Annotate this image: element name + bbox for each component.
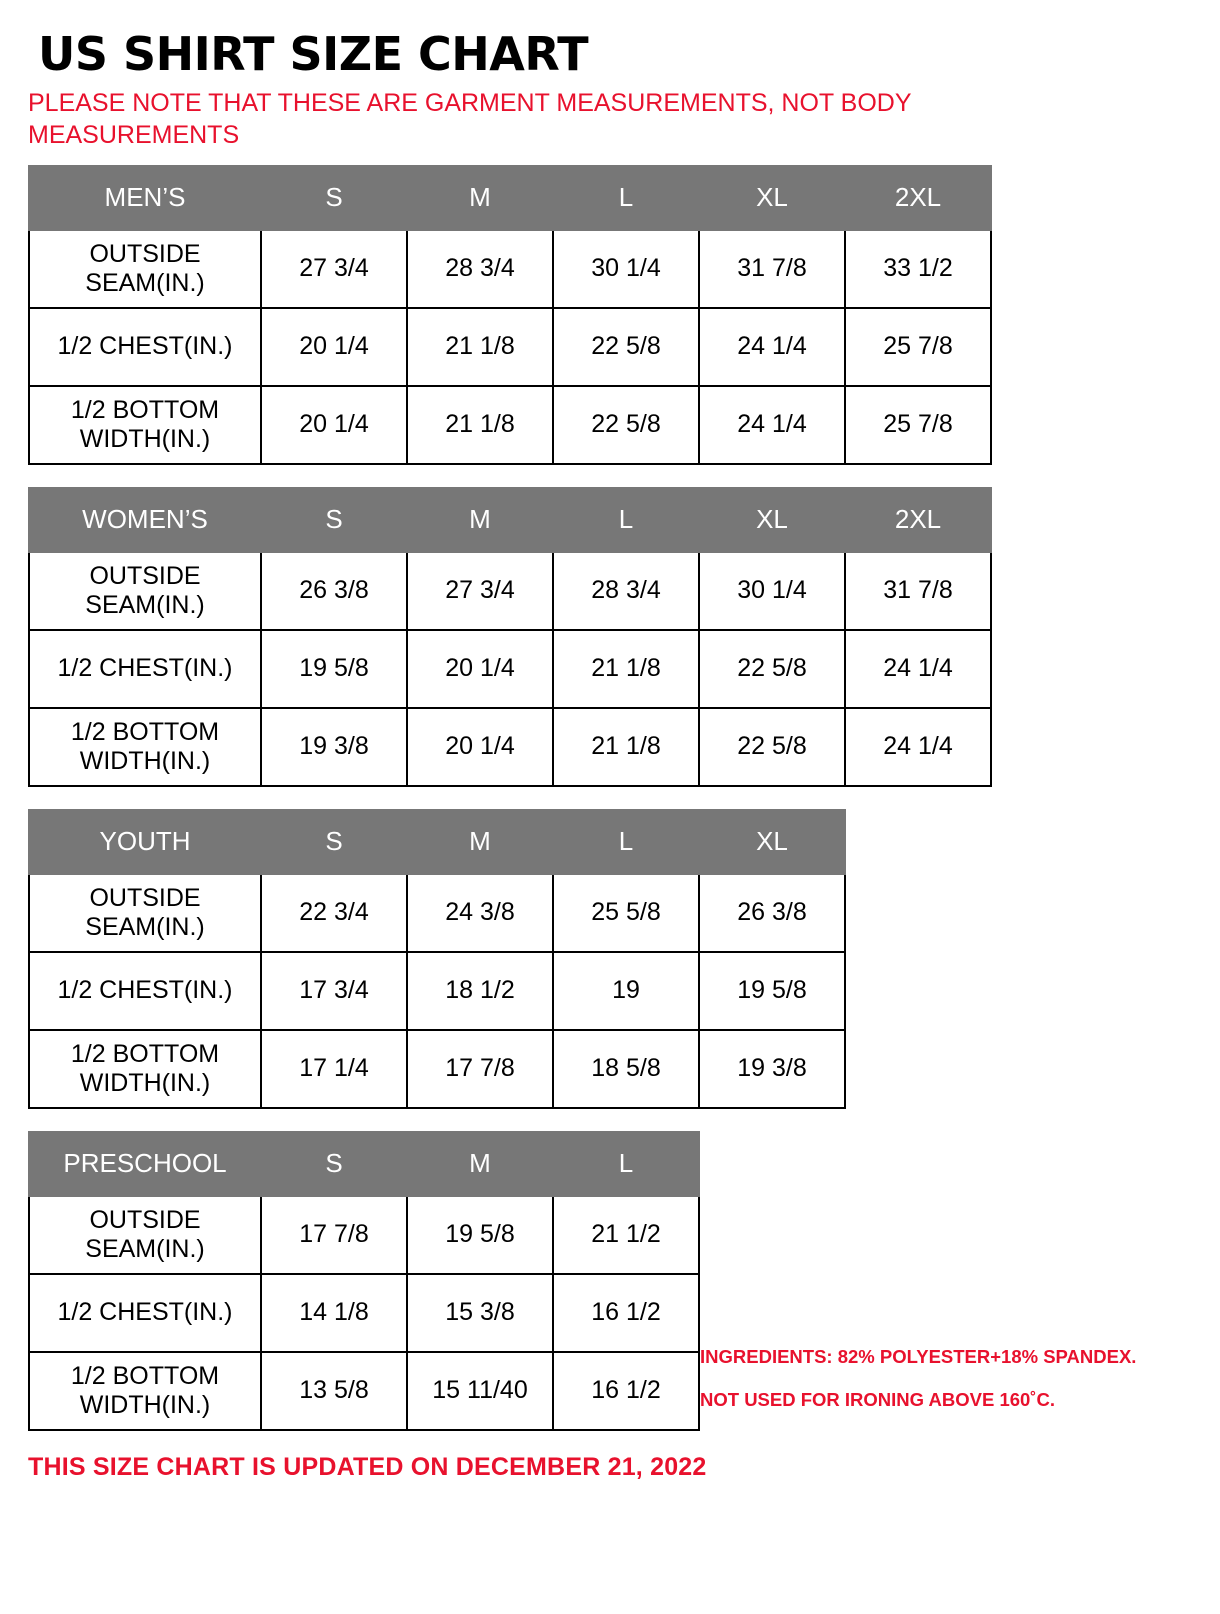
table-mens [28, 165, 992, 465]
column-header: M [407, 166, 553, 230]
cell-value: 21 1/8 [553, 630, 699, 708]
row-label: 1/2 BOTTOM WIDTH(IN.) [29, 708, 261, 786]
ingredients-line-2: NOT USED FOR IRONING ABOVE 160˚C. [700, 1388, 1055, 1410]
row-label: OUTSIDE SEAM(IN.) [29, 552, 261, 630]
column-header: 2XL [845, 488, 991, 552]
table-row [29, 552, 991, 630]
column-header: YOUTH [29, 810, 261, 874]
column-header: L [553, 166, 699, 230]
table-womens [28, 487, 992, 787]
row-label: 1/2 BOTTOM WIDTH(IN.) [29, 386, 261, 464]
cell-value: 19 5/8 [407, 1196, 553, 1274]
column-header: PRESCHOOL [29, 1132, 261, 1196]
cell-value: 27 3/4 [261, 230, 407, 308]
row-label: OUTSIDE SEAM(IN.) [29, 230, 261, 308]
cell-value: 24 1/4 [699, 386, 845, 464]
table-preschool [28, 1131, 700, 1431]
cell-value: 18 5/8 [553, 1030, 699, 1108]
cell-value: 24 1/4 [845, 630, 991, 708]
updated-date: THIS SIZE CHART IS UPDATED ON DECEMBER 21, 2022 [28, 1452, 707, 1481]
cell-value: 20 1/4 [261, 386, 407, 464]
cell-value: 18 1/2 [407, 952, 553, 1030]
cell-value: 14 1/8 [261, 1274, 407, 1352]
cell-value: 25 7/8 [845, 386, 991, 464]
ingredients-block [700, 1348, 1200, 1433]
cell-value: 21 1/8 [407, 308, 553, 386]
cell-value: 19 [553, 952, 699, 1030]
cell-value: 24 1/4 [845, 708, 991, 786]
table-row [29, 308, 991, 386]
column-header: 2XL [845, 166, 991, 230]
table-row [29, 1274, 699, 1352]
table-row [29, 1196, 699, 1274]
row-label: 1/2 BOTTOM WIDTH(IN.) [29, 1352, 261, 1430]
cell-value: 27 3/4 [407, 552, 553, 630]
row-label: OUTSIDE SEAM(IN.) [29, 874, 261, 952]
cell-value: 24 3/8 [407, 874, 553, 952]
cell-value: 26 3/8 [261, 552, 407, 630]
cell-value: 19 5/8 [699, 952, 845, 1030]
column-header: WOMEN’S [29, 488, 261, 552]
cell-value: 21 1/8 [407, 386, 553, 464]
row-label: OUTSIDE SEAM(IN.) [29, 1196, 261, 1274]
cell-value: 22 5/8 [699, 630, 845, 708]
row-label: 1/2 CHEST(IN.) [29, 308, 261, 386]
table-row [29, 1352, 699, 1430]
column-header: XL [699, 166, 845, 230]
cell-value: 17 3/4 [261, 952, 407, 1030]
cell-value: 21 1/2 [553, 1196, 699, 1274]
table-row [29, 630, 991, 708]
cell-value: 19 3/8 [261, 708, 407, 786]
table-header-row [29, 166, 991, 230]
cell-value: 31 7/8 [699, 230, 845, 308]
ingredients-line-1: INGREDIENTS: 82% POLYESTER+18% SPANDEX. [700, 1346, 1137, 1367]
row-label: 1/2 CHEST(IN.) [29, 630, 261, 708]
column-header: S [261, 488, 407, 552]
cell-value: 33 1/2 [845, 230, 991, 308]
cell-value: 21 1/8 [553, 708, 699, 786]
cell-value: 22 5/8 [553, 308, 699, 386]
table-header-row [29, 810, 845, 874]
column-header: L [553, 488, 699, 552]
cell-value: 20 1/4 [261, 308, 407, 386]
column-header: S [261, 166, 407, 230]
cell-value: 20 1/4 [407, 630, 553, 708]
table-row [29, 952, 845, 1030]
cell-value: 28 3/4 [407, 230, 553, 308]
row-label: 1/2 BOTTOM WIDTH(IN.) [29, 1030, 261, 1108]
column-header: L [553, 810, 699, 874]
column-header: M [407, 810, 553, 874]
cell-value: 20 1/4 [407, 708, 553, 786]
cell-value: 16 1/2 [553, 1274, 699, 1352]
cell-value: 17 7/8 [261, 1196, 407, 1274]
row-label: 1/2 CHEST(IN.) [29, 952, 261, 1030]
column-header: L [553, 1132, 699, 1196]
column-header: M [407, 488, 553, 552]
cell-value: 16 1/2 [553, 1352, 699, 1430]
cell-value: 19 3/8 [699, 1030, 845, 1108]
cell-value: 22 3/4 [261, 874, 407, 952]
cell-value: 19 5/8 [261, 630, 407, 708]
cell-value: 24 1/4 [699, 308, 845, 386]
cell-value: 22 5/8 [553, 386, 699, 464]
measurement-note: PLEASE NOTE THAT THESE ARE GARMENT MEASUREMENTS, NOT BODY MEASUREMENTS [28, 89, 912, 149]
cell-value: 31 7/8 [845, 552, 991, 630]
table-row [29, 874, 845, 952]
column-header: XL [699, 488, 845, 552]
row-label: 1/2 CHEST(IN.) [29, 1274, 261, 1352]
column-header: MEN’S [29, 166, 261, 230]
page-title: US SHIRT SIZE CHART [38, 27, 589, 81]
cell-value: 25 7/8 [845, 308, 991, 386]
table-row [29, 708, 991, 786]
cell-value: 28 3/4 [553, 552, 699, 630]
cell-value: 26 3/8 [699, 874, 845, 952]
table-header-row [29, 488, 991, 552]
cell-value: 25 5/8 [553, 874, 699, 952]
cell-value: 17 1/4 [261, 1030, 407, 1108]
table-header-row [29, 1132, 699, 1196]
cell-value: 30 1/4 [553, 230, 699, 308]
cell-value: 17 7/8 [407, 1030, 553, 1108]
cell-value: 22 5/8 [699, 708, 845, 786]
column-header: S [261, 1132, 407, 1196]
table-row [29, 230, 991, 308]
column-header: M [407, 1132, 553, 1196]
cell-value: 15 3/8 [407, 1274, 553, 1352]
cell-value: 13 5/8 [261, 1352, 407, 1430]
cell-value: 15 11/40 [407, 1352, 553, 1430]
column-header: S [261, 810, 407, 874]
table-row [29, 1030, 845, 1108]
table-row [29, 386, 991, 464]
column-header: XL [699, 810, 845, 874]
cell-value: 30 1/4 [699, 552, 845, 630]
table-youth [28, 809, 846, 1109]
